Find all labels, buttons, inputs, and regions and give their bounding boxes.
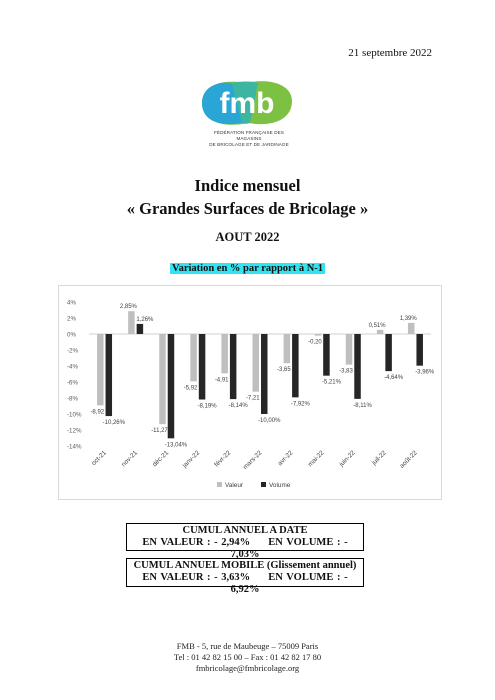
page-title-line2: « Grandes Surfaces de Bricolage » [126, 199, 369, 218]
x-tick-label: mai-22 [306, 449, 326, 469]
x-tick-label: juil-22 [370, 449, 388, 467]
data-label-valeur: -0,20 [308, 339, 322, 346]
y-tick-label: -6% [67, 379, 79, 387]
data-label-volume: -13,04% [164, 442, 188, 449]
x-tick-label: avr-22 [276, 449, 295, 468]
data-label-volume: -5,21% [321, 379, 341, 386]
logo-tagline-line2: DE BRICOLAGE ET DE JARDINAGE [209, 142, 289, 147]
report-date: 21 septembre 2022 [348, 47, 432, 59]
cumul-annuel-volume: EN VOLUME : - 7,03% [230, 537, 348, 560]
data-label-valeur: 2,85% [119, 304, 137, 311]
y-tick-label: -8% [67, 395, 79, 403]
cumul-mobile-box [126, 558, 364, 595]
bar-volume [230, 334, 237, 399]
bar-chart-svg [59, 286, 441, 499]
logo-tagline-line1: FÉDÉRATION FRANÇAISE DES MAGASINS [214, 130, 284, 141]
bar-valeur [284, 334, 291, 363]
y-tick-label: -2% [67, 347, 79, 355]
data-label-volume: -8,14% [228, 403, 248, 410]
data-label-valeur: -3,65 [276, 367, 291, 374]
cumul-mobile-valeur: EN VALEUR : - 3,63% [142, 572, 251, 583]
footer-line2: Tel : 01 42 82 15 00 – Fax : 01 42 82 17 80 [173, 652, 322, 662]
bar-volume [354, 334, 361, 399]
cumul-mobile-title: CUMUL ANNUEL MOBILE (Glissement annuel) [133, 560, 357, 571]
logo-tagline [207, 130, 291, 148]
legend-label-valeur: Valeur [225, 482, 243, 489]
data-label-valeur: -8,92 [90, 409, 105, 416]
x-tick-label: nov-21 [120, 449, 140, 469]
legend-label-volume: Volume [269, 482, 291, 489]
data-label-volume: -10,00% [258, 418, 281, 424]
legend-swatch-volume [261, 482, 266, 487]
x-tick-label: févr-22 [213, 449, 233, 469]
bar-valeur [128, 311, 135, 334]
bar-volume [416, 334, 423, 366]
subtitle-wrap [0, 258, 495, 276]
data-label-volume: -4,64% [384, 375, 404, 382]
cumul-annuel-title: CUMUL ANNUEL A DATE [182, 525, 308, 536]
cumul-annuel-valeur: EN VALEUR : - 2,94% [142, 537, 251, 548]
fmb-logo [196, 77, 298, 129]
legend-swatch-valeur [217, 482, 222, 487]
x-tick-label: oct-21 [90, 449, 108, 467]
y-tick-label: -10% [67, 411, 82, 419]
y-tick-label: 4% [67, 299, 76, 307]
report-period: AOUT 2022 [215, 230, 280, 244]
data-label-valeur: -5,92 [183, 385, 198, 392]
bar-volume [137, 324, 144, 334]
bar-valeur [346, 334, 353, 365]
data-label-valeur: 0,51% [368, 322, 386, 329]
footer-email: fmbricolage@fmbricolage.org [195, 663, 300, 673]
bar-valeur [221, 334, 228, 373]
bar-chart [58, 285, 442, 500]
y-tick-label: -14% [67, 443, 82, 451]
data-label-volume: -8,19% [197, 403, 217, 410]
bar-valeur [377, 330, 384, 334]
bar-volume [199, 334, 206, 400]
bar-volume [261, 334, 268, 414]
data-label-volume: -10,26% [102, 420, 125, 427]
y-tick-label: 2% [67, 315, 76, 323]
data-label-volume: -3,96% [415, 369, 435, 376]
bar-volume [292, 334, 299, 397]
data-label-valeur: 1,39% [399, 315, 417, 322]
bar-valeur [408, 323, 415, 334]
bar-volume [385, 334, 392, 371]
bar-volume [323, 334, 330, 376]
bar-volume [168, 334, 175, 438]
x-tick-label: janv-22 [181, 449, 202, 470]
data-label-volume: -8,11% [353, 402, 372, 409]
footer-address [0, 641, 495, 674]
bar-volume [106, 334, 113, 416]
y-tick-label: -4% [67, 363, 79, 371]
x-tick-label: juin-22 [338, 449, 357, 468]
data-label-valeur: -3,83 [339, 368, 353, 375]
cumul-annuel-box [126, 523, 364, 560]
logo-wordmark: fmb [219, 87, 275, 120]
x-tick-label: mars-22 [241, 449, 264, 471]
bar-valeur [253, 334, 260, 392]
footer-line1: FMB - 5, rue de Maubeuge – 75009 Paris [176, 641, 319, 651]
bar-valeur [159, 334, 166, 424]
x-tick-label: déc-21 [151, 449, 171, 469]
page-title-line1: Indice mensuel [194, 176, 301, 195]
bar-valeur [97, 334, 104, 405]
y-tick-label: 0% [67, 331, 76, 339]
cumul-mobile-volume: EN VOLUME : - 6,92% [230, 572, 348, 595]
y-tick-label: -12% [67, 427, 82, 435]
x-tick-label: août-22 [398, 449, 419, 470]
bar-valeur [190, 334, 197, 381]
data-label-valeur: -11,27 [151, 428, 168, 435]
data-label-valeur: -7,21 [245, 395, 260, 402]
data-label-volume: 1,26% [136, 316, 154, 323]
bar-valeur [315, 334, 322, 336]
data-label-volume: -7,92% [290, 401, 310, 408]
chart-subtitle: Variation en % par rapport à N-1 [171, 263, 324, 274]
data-label-valeur: -4,91 [214, 377, 229, 384]
